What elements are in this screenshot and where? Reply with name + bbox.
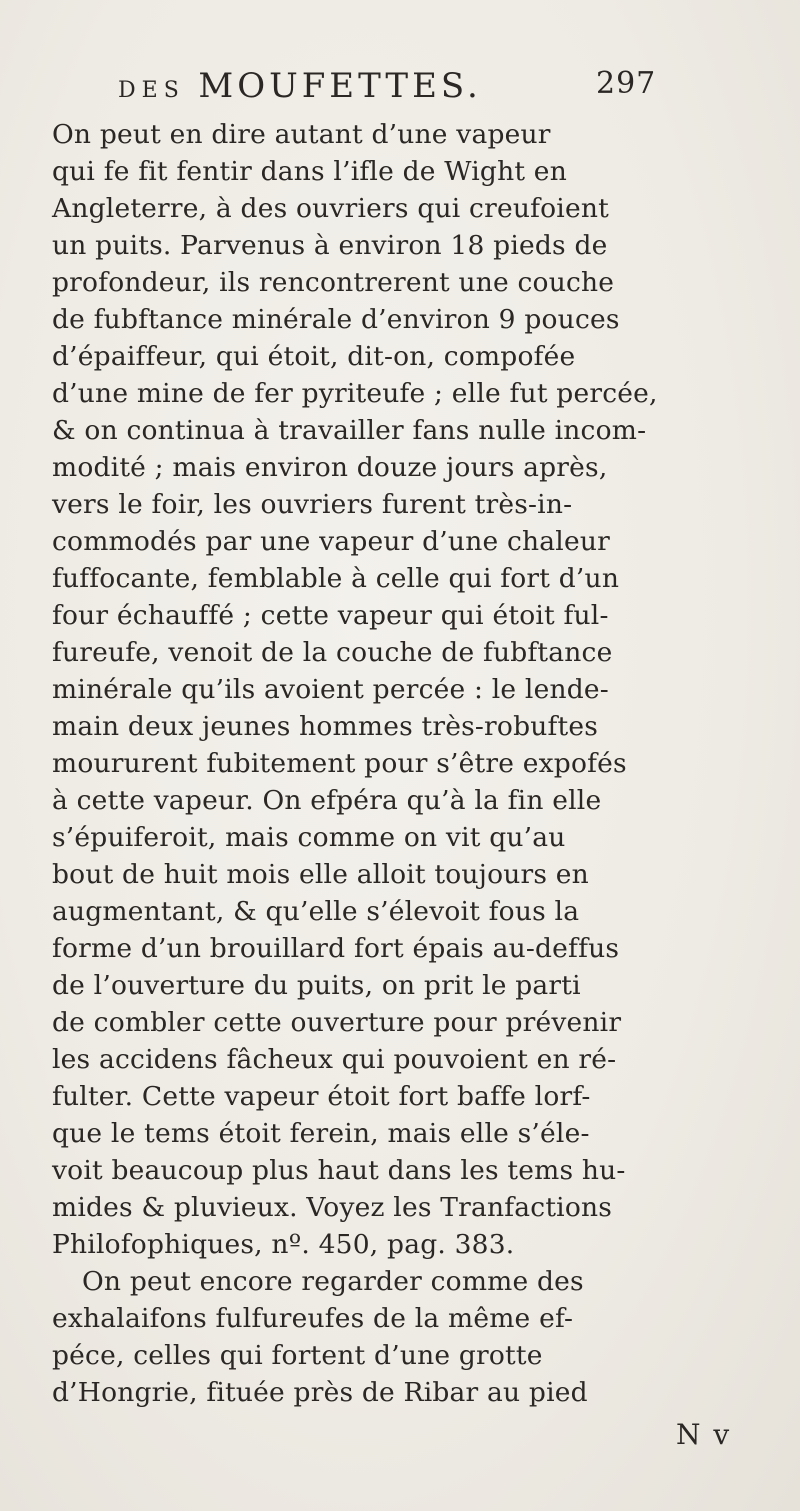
text-line: voit beaucoup plus haut dans les tems hu- — [52, 1155, 626, 1186]
text-line: qui fe fit fentir dans l’ifle de Wight en — [52, 156, 567, 187]
text-line: d’Hongrie, fituée près de Ribar au pied — [52, 1377, 588, 1408]
text-line: Angleterre, à des ouvriers qui creufoient — [52, 193, 609, 224]
text-line: de l’ouverture du puits, on prit le parti — [52, 970, 581, 1001]
text-line: s’épuiferoit, mais comme on vit qu’au — [52, 822, 566, 853]
text-line: fureufe, venoit de la couche de fubftance — [52, 637, 613, 668]
text-line: fuffocante, femblable à celle qui fort d’un — [52, 563, 620, 594]
text-line: d’épaiffeur, qui étoit, dit-on, compofée — [52, 341, 576, 372]
text-line: augmentant, & qu’elle s’élevoit fous la — [52, 896, 580, 927]
text-line: moururent fubitement pour s’être expofés — [52, 748, 627, 779]
text-line: exhalaifons fulfureufes de la même ef- — [52, 1303, 574, 1334]
text-line: mides & pluvieux. Voyez les Tranfactions — [52, 1192, 613, 1223]
text-line: un puits. Parvenus à environ 18 pieds de — [52, 230, 608, 261]
header-title: MOUFETTES. — [198, 66, 482, 106]
text-line: de combler cette ouverture pour prévenir — [52, 1007, 622, 1038]
text-line: que le tems étoit ferein, mais elle s’éle- — [52, 1118, 590, 1149]
text-line: modité ; mais environ douze jours après, — [52, 452, 608, 483]
text-line: d’une mine de fer pyriteufe ; elle fut percée, — [52, 378, 658, 409]
text-line: forme d’un brouillard fort épais au-deffus — [52, 933, 620, 964]
text-line: fulter. Cette vapeur étoit fort baffe lorf- — [52, 1081, 591, 1112]
signature-mark: N v — [676, 1418, 732, 1451]
text-line: à cette vapeur. On efpéra qu’à la fin elle — [52, 785, 602, 816]
text-line: profondeur, ils rencontrerent une couche — [52, 267, 615, 298]
text-line: four échauffé ; cette vapeur qui étoit ful- — [52, 600, 609, 631]
text-line: de fubftance minérale d’environ 9 pouces — [52, 304, 620, 335]
header-des: DES — [118, 78, 185, 103]
text-line: Philofophiques, nº. 450, pag. 383. — [52, 1229, 515, 1260]
page-number: 297 — [596, 66, 657, 101]
running-header — [118, 66, 718, 106]
text-line: & on continua à travailler fans nulle incom- — [52, 415, 647, 446]
text-line: commodés par une vapeur d’une chaleur — [52, 526, 610, 557]
text-line: bout de huit mois elle alloit toujours en — [52, 859, 589, 890]
text-line: main deux jeunes hommes très-robuftes — [52, 711, 599, 742]
text-line: On peut encore regarder comme des — [82, 1266, 584, 1297]
text-line: minérale qu’ils avoient percée : le lende- — [52, 674, 609, 705]
text-line: les accidens fâcheux qui pouvoient en ré- — [52, 1044, 617, 1075]
text-line: vers le foir, les ouvriers furent très-in- — [52, 489, 573, 520]
text-line: péce, celles qui fortent d’une grotte — [52, 1340, 543, 1371]
text-line: On peut en dire autant d’une vapeur — [52, 119, 551, 150]
